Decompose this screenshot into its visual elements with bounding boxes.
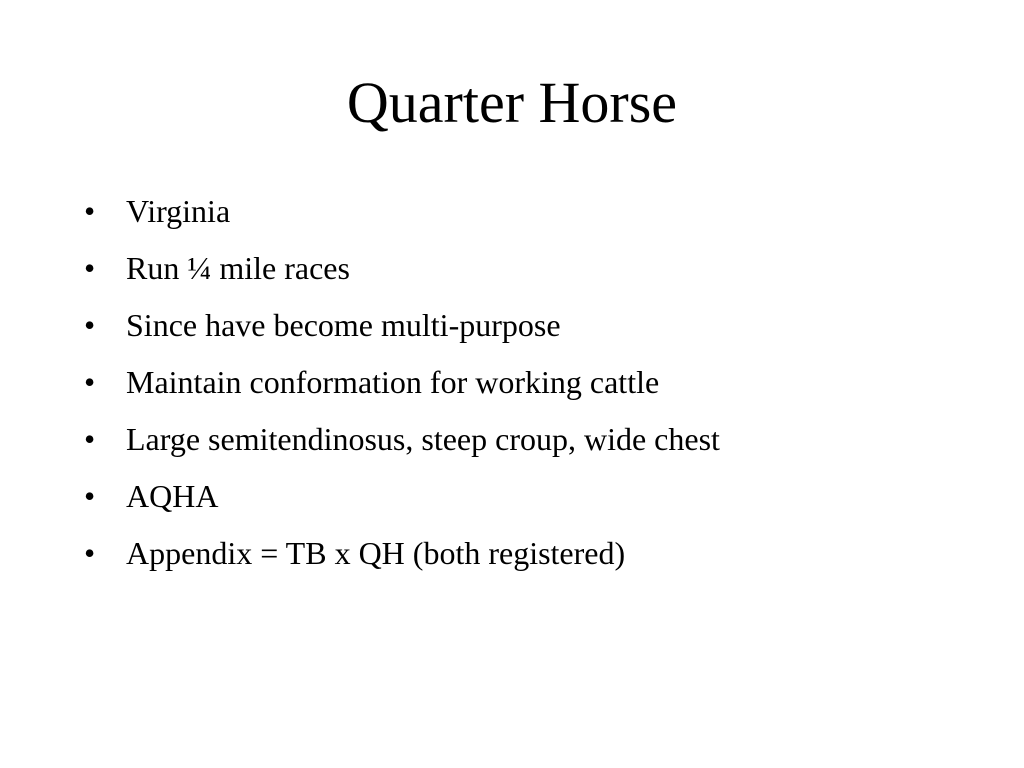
- bullet-text: Maintain conformation for working cattle: [126, 364, 660, 400]
- bullet-text: Since have become multi-purpose: [126, 307, 561, 343]
- list-item: [84, 528, 984, 585]
- bullet-icon: •: [84, 193, 96, 229]
- bullet-text: Run ¼ mile races: [126, 250, 350, 286]
- bullet-icon: •: [84, 364, 96, 400]
- list-item: [84, 414, 984, 471]
- bullet-text: Virginia: [126, 193, 231, 229]
- bullet-icon: •: [84, 250, 96, 286]
- list-item: [84, 243, 984, 300]
- list-item: [84, 357, 984, 414]
- bullet-icon: •: [84, 421, 96, 457]
- bullet-icon: •: [84, 535, 96, 571]
- list-item: [84, 186, 984, 243]
- bullet-list: [84, 186, 984, 585]
- bullet-text: Appendix = TB x QH (both registered): [126, 535, 626, 571]
- bullet-text: Large semitendinosus, steep croup, wide chest: [126, 421, 720, 457]
- bullet-icon: •: [84, 307, 96, 343]
- bullet-icon: •: [84, 478, 96, 514]
- slide-title: Quarter Horse: [346, 70, 678, 135]
- bullet-text: AQHA: [126, 478, 219, 514]
- list-item: [84, 300, 984, 357]
- list-item: [84, 471, 984, 528]
